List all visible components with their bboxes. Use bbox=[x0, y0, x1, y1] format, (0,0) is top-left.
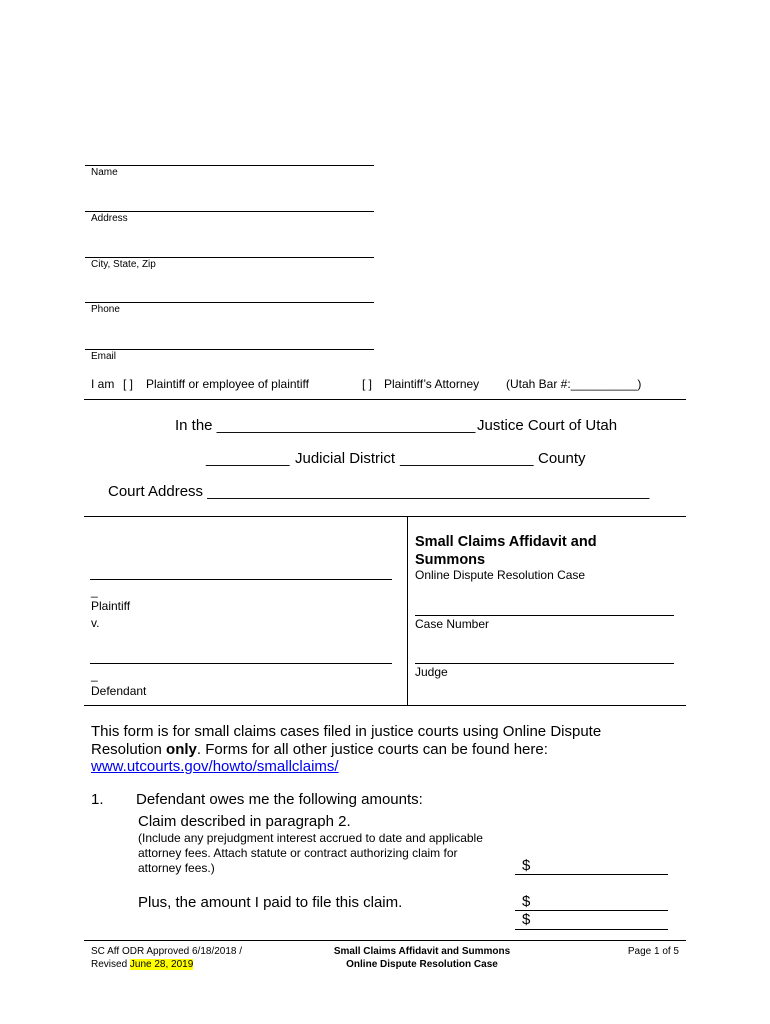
case-number-line[interactable] bbox=[415, 615, 674, 616]
claim-dollar-sign: $ bbox=[522, 857, 531, 874]
total-amount-field[interactable] bbox=[515, 929, 668, 930]
footer-subtitle: Online Dispute Resolution Case bbox=[346, 959, 498, 970]
address-line[interactable] bbox=[85, 211, 374, 212]
footer-divider bbox=[84, 940, 686, 941]
footer-title: Small Claims Affidavit and Summons bbox=[333, 946, 511, 957]
plaintiff-checkbox[interactable]: [ ] bbox=[123, 377, 134, 391]
filing-fee-dollar-sign: $ bbox=[522, 893, 531, 910]
filing-fee-amount-field[interactable] bbox=[515, 910, 668, 911]
court-address-line[interactable]: Court Address _____________________________________________________ bbox=[108, 483, 650, 500]
judge-label: Judge bbox=[415, 665, 448, 679]
footer-revised-date: June 28, 2019 bbox=[129, 959, 194, 970]
judge-line[interactable] bbox=[415, 663, 674, 664]
footer-approved: SC Aff ODR Approved 6/18/2018 / bbox=[91, 946, 243, 957]
footer-revised-prefix: Revised bbox=[91, 959, 130, 970]
footer-revised bbox=[91, 958, 242, 971]
defendant-label: Defendant bbox=[91, 684, 147, 698]
email-label: Email bbox=[91, 351, 117, 362]
versus-label: v. bbox=[91, 616, 100, 630]
filing-fee-label: Plus, the amount I paid to file this claim. bbox=[138, 894, 403, 911]
total-dollar-sign: $ bbox=[522, 911, 531, 928]
i-am-label: I am bbox=[91, 377, 115, 391]
divider-top bbox=[84, 399, 686, 400]
intro-text-1: This form is for small claims cases filed in justice courts using Online Dispute Resolution bbox=[91, 723, 602, 758]
plaintiff-label: Plaintiff bbox=[91, 599, 131, 613]
claim-note-3: attorney fees.) bbox=[138, 861, 215, 875]
form-title: Small Claims Affidavit and Summons bbox=[415, 534, 597, 568]
claim-amount-field[interactable] bbox=[515, 874, 668, 875]
defendant-underscore: _ bbox=[91, 668, 98, 682]
email-line[interactable] bbox=[85, 349, 374, 350]
case-number-label: Case Number bbox=[415, 617, 490, 631]
name-label: Name bbox=[91, 167, 118, 178]
claim-label: Claim described in paragraph 2. bbox=[138, 813, 351, 830]
plaintiff-underscore: _ bbox=[91, 584, 98, 598]
court-name-line[interactable]: In the _______________________________ bbox=[175, 417, 476, 434]
district-blank[interactable]: __________ bbox=[206, 450, 290, 467]
defendant-name-line[interactable] bbox=[90, 663, 392, 664]
caption-bottom-border bbox=[84, 705, 686, 706]
smallclaims-link[interactable]: www.utcourts.gov/howto/smallclaims/ bbox=[91, 758, 339, 775]
form-subtitle: Online Dispute Resolution Case bbox=[415, 568, 586, 582]
intro-text-2: . Forms for all other justice courts can be found here: bbox=[196, 740, 548, 758]
intro-paragraph bbox=[91, 723, 651, 776]
phone-label: Phone bbox=[91, 304, 120, 315]
city-state-zip-line[interactable] bbox=[85, 257, 374, 258]
footer-center bbox=[300, 945, 544, 971]
county-blank[interactable]: ________________ bbox=[400, 450, 534, 467]
caption-top-border bbox=[84, 516, 686, 517]
attorney-checkbox[interactable]: [ ] bbox=[362, 377, 373, 391]
footer-page-number: Page 1 of 5 bbox=[627, 946, 679, 957]
name-line[interactable] bbox=[85, 165, 374, 166]
attorney-option-label: Plaintiff’s Attorney bbox=[384, 377, 480, 391]
judicial-district-label: Judicial District bbox=[295, 450, 396, 467]
plaintiff-option-label: Plaintiff or employee of plaintiff bbox=[146, 377, 309, 391]
justice-court-label: Justice Court of Utah bbox=[477, 417, 618, 434]
item1-number: 1. bbox=[91, 791, 104, 808]
utah-bar-number[interactable]: (Utah Bar #:__________) bbox=[506, 377, 642, 391]
caption-divider bbox=[407, 516, 408, 705]
plaintiff-name-line[interactable] bbox=[90, 579, 392, 580]
item1-heading: Defendant owes me the following amounts: bbox=[136, 791, 423, 808]
claim-note-2: attorney fees. Attach statute or contract authorizing claim for bbox=[138, 846, 458, 860]
intro-bold-only: only bbox=[166, 740, 197, 758]
phone-line[interactable] bbox=[85, 302, 374, 303]
city-state-zip-label: City, State, Zip bbox=[91, 259, 156, 270]
county-label: County bbox=[538, 450, 586, 467]
address-label: Address bbox=[91, 213, 128, 224]
claim-note-1: (Include any prejudgment interest accrued to date and applicable bbox=[138, 831, 483, 845]
footer-left bbox=[91, 945, 242, 971]
